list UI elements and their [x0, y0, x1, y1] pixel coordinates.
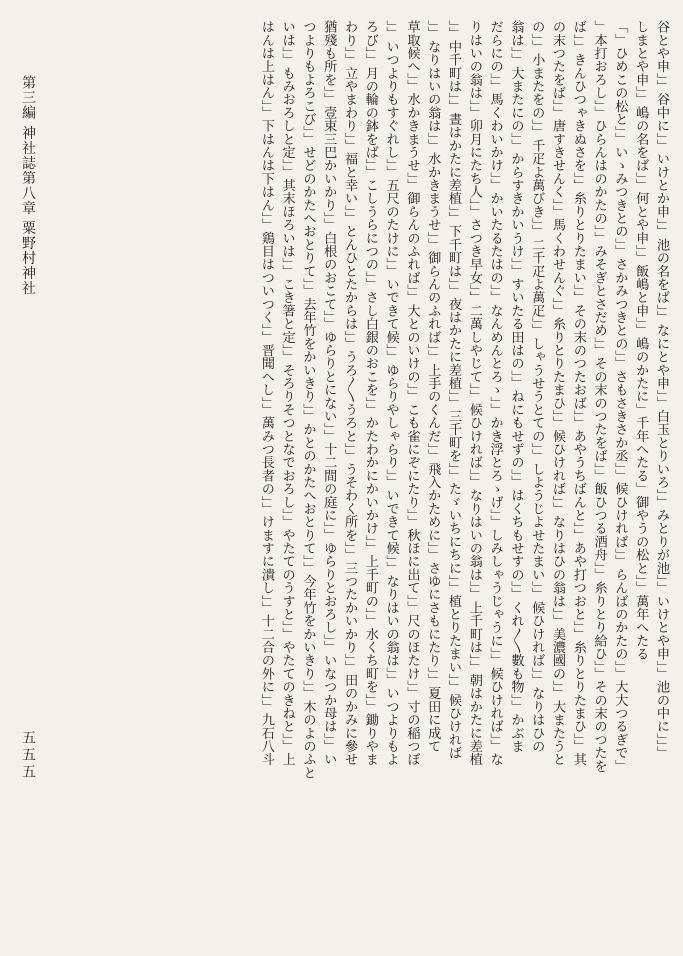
text-line: しまとや申」」嶋の名をば」」何とや申」」飯嶋と申」」嶋のかたに」千年へたる」御やうの松と」」萬年へたる [633, 20, 649, 661]
text-line: りはいの翁は」」卯月にたち人」」さつき早女」」二萬しやじて」」候ひければ」」なりはいの翁は」」上千町は」」朝はかたに差植 [466, 20, 482, 766]
text-line: はんは上はん」」下はんは下はん」」鶏目はついつく」」晋聞へし」」萬みつ長者の」」けますに潰し」」十二合の外に」」九石八斗 [258, 20, 274, 766]
text-line: いは」」もみおろしと定」」其末ほろいは」」こき箸と定」」そろりそつとなでおろし」」やたてのうすと」」やたてのきねと」」上 [279, 20, 295, 766]
text-line: ば」」きんひつゃきぬさを」」糸りとりたまい」」その末のつたおば」」あやうちばんと」」あや打つおと」」糸りとりたまひ」」其 [570, 20, 586, 766]
text-line: 」本打おろし」」ひらんはのかたの」」みそぎとさだめ」」その末のつたをば」」飯ひつる酒舟」」糸りとり給ひ」」その末のつたを [591, 20, 607, 773]
text-line: だらにの」」馬くわいかけ」」かいたるたはの」」なんめんとろゝ」」かき浮とろゝげ」」しみしゃうじゃうに」」候ひければ」」な [487, 20, 503, 766]
main-text-block [81, 20, 671, 945]
text-line: 草取候へ」」水かきまうせ」」御らんのふれば」」大とのいけの」」こも雀にぞにたり」」秋ほに出て」」尺のほたけ」」寸の稲つぼ [404, 20, 420, 766]
text-line: 」」なりはいの翁は」」水かきまうせ」」御らんのふれば」」上手のくんだ」」飛入かために」」さゆにさもにたり」」夏田に成て [425, 20, 441, 753]
text-line: の末つたをば」」唐すきせんく」」馬くわせんぐ」」糸りとりたまひ」」候ひければ」」なりはひの翁は」」美濃國の」」大またうと [550, 20, 566, 766]
text-line: 」」中千町は」」晝はかたに差植」」下千町は」」夜はかたに差植」」三千町を」」たゞいちにちに」」植とりたまい」」候ひければ [446, 20, 462, 760]
text-line: 」」いつよりもすぐれし」」五尺のたけに」」いできて候」」ゆらりやしゃらり」」いできて候」」なりはいの翁は」」いつよりもよ [383, 20, 399, 766]
section-title: 第三編 神社誌 [20, 75, 36, 171]
text-line: つよりもよろこび」」せどのかたへおとりて」」去年竹をかいきり」」かとのかたへおとりて」」今年竹をかいきり」」木のよのふと [300, 20, 316, 779]
text-line: ろび」」月の輪の鉢をば」」こしうらにつの」」さし白銀のおこを」」かたわかにかいかけ」」上千町の」」水くち町を」」鋤りやま [362, 20, 378, 766]
text-line: 「」ひめこの松と」」いゝみつきとの」」さかみつきとの」」さもさきさか丞」」候ひければ」」らんばのかたの」」大大つるぎで」 [612, 20, 628, 773]
chapter-title: 第八章 粟野村神社 [20, 170, 36, 296]
text-line: 谷とや申」」谷中に」」いけとか申」」池の名をば」」なにとや申」」白玉とりいろ」」みとりが池」」いけとや申」」池の中に」」」 [654, 20, 669, 760]
text-line: の」」小またをの」」千疋よ萬びき」」二千疋よ萬疋」」しゃうせうとての」」しようじよせたまい」」候ひければ」」なりはひの [529, 20, 545, 753]
text-line: 猶殘も所を」」壹束三巴かいかり」」白根のおこて」」ゆらりとにない」」十二間の庭に」」ゆらりとおろし」」いなつか母は」」い [321, 20, 337, 766]
page-number: 五五五 [20, 730, 36, 781]
text-line: 翁は」」大またにの」」からすきかいうけ」」すいたる田はの」」ねにもせずの」」はくちもせすの」」くれ〳〵數も物」」かぶま [508, 20, 524, 753]
running-header [18, 75, 38, 296]
text-line: わり」」立やまわり」」福と幸い」」とんひとたからは」」うろ〳〵うろと」」うそわく所を」」三つたかいかり」」田のかみに參せ [342, 20, 358, 766]
